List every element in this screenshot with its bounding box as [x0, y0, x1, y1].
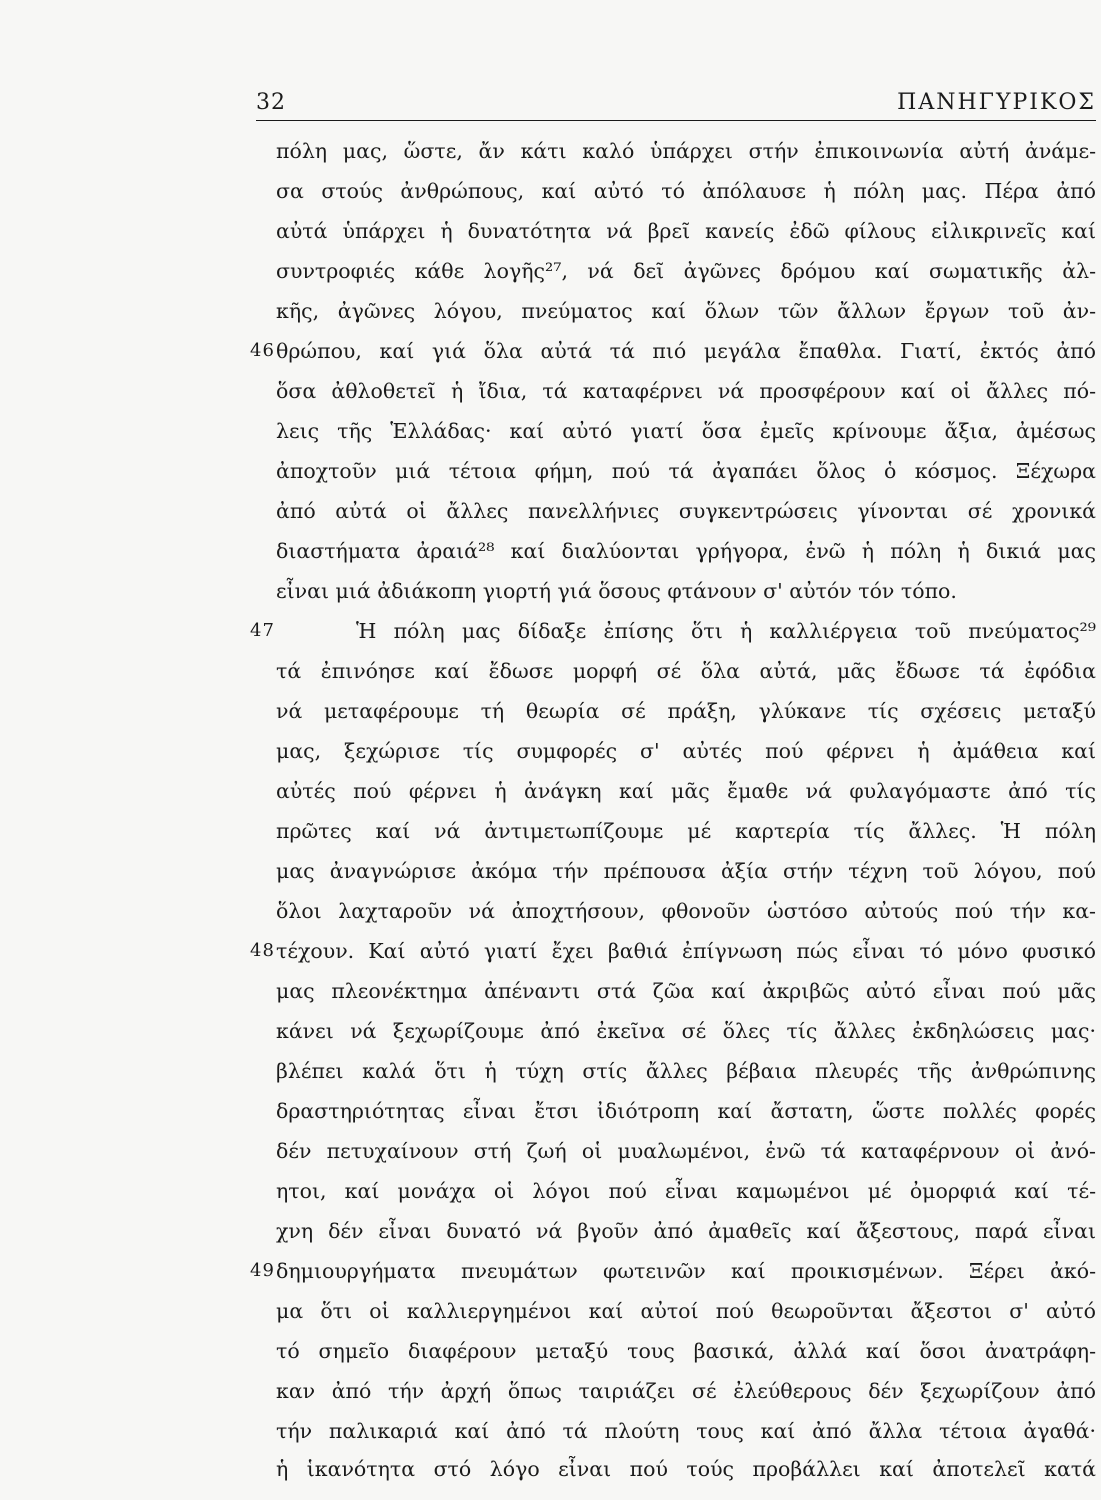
- text-line: ἀπό αὐτά οἱ ἄλλες πανελλήνιες συγκεντρώσεις γίνονται σέ χρονικά: [276, 499, 1096, 523]
- text-line: αὐτά ὑπάρχει ἡ δυνατότητα νά βρεῖ κανείς ἐδῶ φίλους εἰλικρινεῖς καί: [276, 219, 1096, 243]
- text-line: μας ἀναγνώρισε ἀκόμα τήν πρέπουσα ἀξία στήν τέχνη τοῦ λόγου, πού: [276, 859, 1096, 883]
- page-number: 32: [256, 90, 286, 115]
- text-line: συντροφιές κάθε λογῆς²⁷, νά δεῖ ἀγῶνες δρόμου καί σωματικῆς ἀλ-: [276, 259, 1096, 283]
- text-line: λεις τῆς Ἑλλάδας· καί αὐτό γιατί ὅσα ἐμεῖς κρίνουμε ἄξια, ἀμέσως: [276, 419, 1096, 443]
- text-line: κάνει νά ξεχωρίζουμε ἀπό ἐκεῖνα σέ ὅλες τίς ἄλλες ἐκδηλώσεις μας·: [276, 1019, 1096, 1043]
- text-line: ητοι, καί μονάχα οἱ λόγοι πού εἶναι καμωμένοι μέ ὀμορφιά καί τέ-: [276, 1179, 1096, 1203]
- text-line: αὐτές πού φέρνει ἡ ἀνάγκη καί μᾶς ἔμαθε νά φυλαγόμαστε ἀπό τίς: [276, 779, 1096, 803]
- text-line: τήν παλικαριά καί ἀπό τά πλούτη τους καί ἀπό ἄλλα τέτοια ἀγαθά·: [276, 1419, 1096, 1443]
- text-line: Ἡ πόλη μας δίδαξε ἐπίσης ὅτι ἡ καλλιέργεια τοῦ πνεύματος²⁹: [356, 619, 1096, 643]
- text-line: πόλη μας, ὥστε, ἄν κάτι καλό ὑπάρχει στήν ἐπικοινωνία αὐτή ἀνάμε-: [276, 139, 1096, 163]
- section-number: 49: [250, 1260, 275, 1281]
- running-title: ΠΑΝΗΓΥΡΙΚΟΣ: [897, 90, 1096, 115]
- text-line: τέχουν. Καί αὐτό γιατί ἔχει βαθιά ἐπίγνωση πώς εἶναι τό μόνο φυσικό: [276, 939, 1096, 963]
- text-line: τό σημεῖο διαφέρουν μεταξύ τους βασικά, ἀλλά καί ὅσοι ἀνατράφη-: [276, 1339, 1096, 1363]
- text-line: νά μεταφέρουμε τή θεωρία σέ πράξη, γλύκανε τίς σχέσεις μεταξύ: [276, 699, 1096, 723]
- text-line: ὅλοι λαχταροῦν νά ἀποχτήσουν, φθονοῦν ὡστόσο αὐτούς πού τήν κα-: [276, 899, 1096, 923]
- text-line: δραστηριότητας εἶναι ἔτσι ἰδιότροπη καί ἄστατη, ὥστε πολλές φορές: [276, 1099, 1096, 1123]
- section-number: 47: [250, 620, 275, 641]
- text-line: μας πλεονέκτημα ἀπέναντι στά ζῶα καί ἀκριβῶς αὐτό εἶναι πού μᾶς: [276, 979, 1096, 1003]
- text-line: χνη δέν εἶναι δυνατό νά βγοῦν ἀπό ἀμαθεῖς καί ἄξεστους, παρά εἶναι: [276, 1219, 1096, 1243]
- text-line: ὅσα ἀθλοθετεῖ ἡ ἴδια, τά καταφέρνει νά προσφέρουν καί οἱ ἄλλες πό-: [276, 379, 1096, 403]
- text-line: σα στούς ἀνθρώπους, καί αὐτό τό ἀπόλαυσε ἡ πόλη μας. Πέρα ἀπό: [276, 179, 1096, 203]
- text-line: θρώπου, καί γιά ὅλα αὐτά τά πιό μεγάλα ἔπαθλα. Γιατί, ἐκτός ἀπό: [276, 339, 1096, 363]
- text-line: μα ὅτι οἱ καλλιεργημένοι καί αὐτοί πού θεωροῦνται ἄξεστοι σ' αὐτό: [276, 1299, 1096, 1323]
- running-head: [256, 88, 1096, 124]
- text-line: διαστήματα ἀραιά²⁸ καί διαλύονται γρήγορα, ἐνῶ ἡ πόλη ἡ δικιά μας: [276, 539, 1096, 563]
- text-line: βλέπει καλά ὅτι ἡ τύχη στίς ἄλλες βέβαια πλευρές τῆς ἀνθρώπινης: [276, 1059, 1096, 1083]
- text-line: ἀποχτοῦν μιά τέτοια φήμη, πού τά ἀγαπάει ὅλος ὁ κόσμος. Ξέχωρα: [276, 459, 1096, 483]
- text-line: μας, ξεχώρισε τίς συμφορές σ' αὐτές πού φέρνει ἡ ἀμάθεια καί: [276, 739, 1096, 763]
- section-number: 46: [250, 340, 275, 361]
- text-line: δημιουργήματα πνευμάτων φωτεινῶν καί προικισμένων. Ξέρει ἀκό-: [276, 1259, 1096, 1283]
- text-line: κῆς, ἀγῶνες λόγου, πνεύματος καί ὅλων τῶν ἄλλων ἔργων τοῦ ἀν-: [276, 299, 1096, 323]
- text-line: εἶναι μιά ἀδιάκοπη γιορτή γιά ὅσους φτάνουν σ' αὐτόν τόν τόπο.: [276, 579, 957, 603]
- header-rule: [256, 120, 1096, 121]
- text-line: καν ἀπό τήν ἀρχή ὅπως ταιριάζει σέ ἐλεύθερους δέν ξεχωρίζουν ἀπό: [276, 1379, 1096, 1403]
- text-line: τά ἐπινόησε καί ἔδωσε μορφή σέ ὅλα αὐτά, μᾶς ἔδωσε τά ἐφόδια: [276, 659, 1096, 683]
- text-line: δέν πετυχαίνουν στή ζωή οἱ μυαλωμένοι, ἐνῶ τά καταφέρνουν οἱ ἀνό-: [276, 1139, 1096, 1163]
- text-line: ἡ ἱκανότητα στό λόγο εἶναι πού τούς προβάλλει καί ἀποτελεῖ κατά: [276, 1457, 1096, 1481]
- section-number: 48: [250, 940, 275, 961]
- text-line: πρῶτες καί νά ἀντιμετωπίζουμε μέ καρτερία τίς ἄλλες. Ἡ πόλη: [276, 819, 1096, 843]
